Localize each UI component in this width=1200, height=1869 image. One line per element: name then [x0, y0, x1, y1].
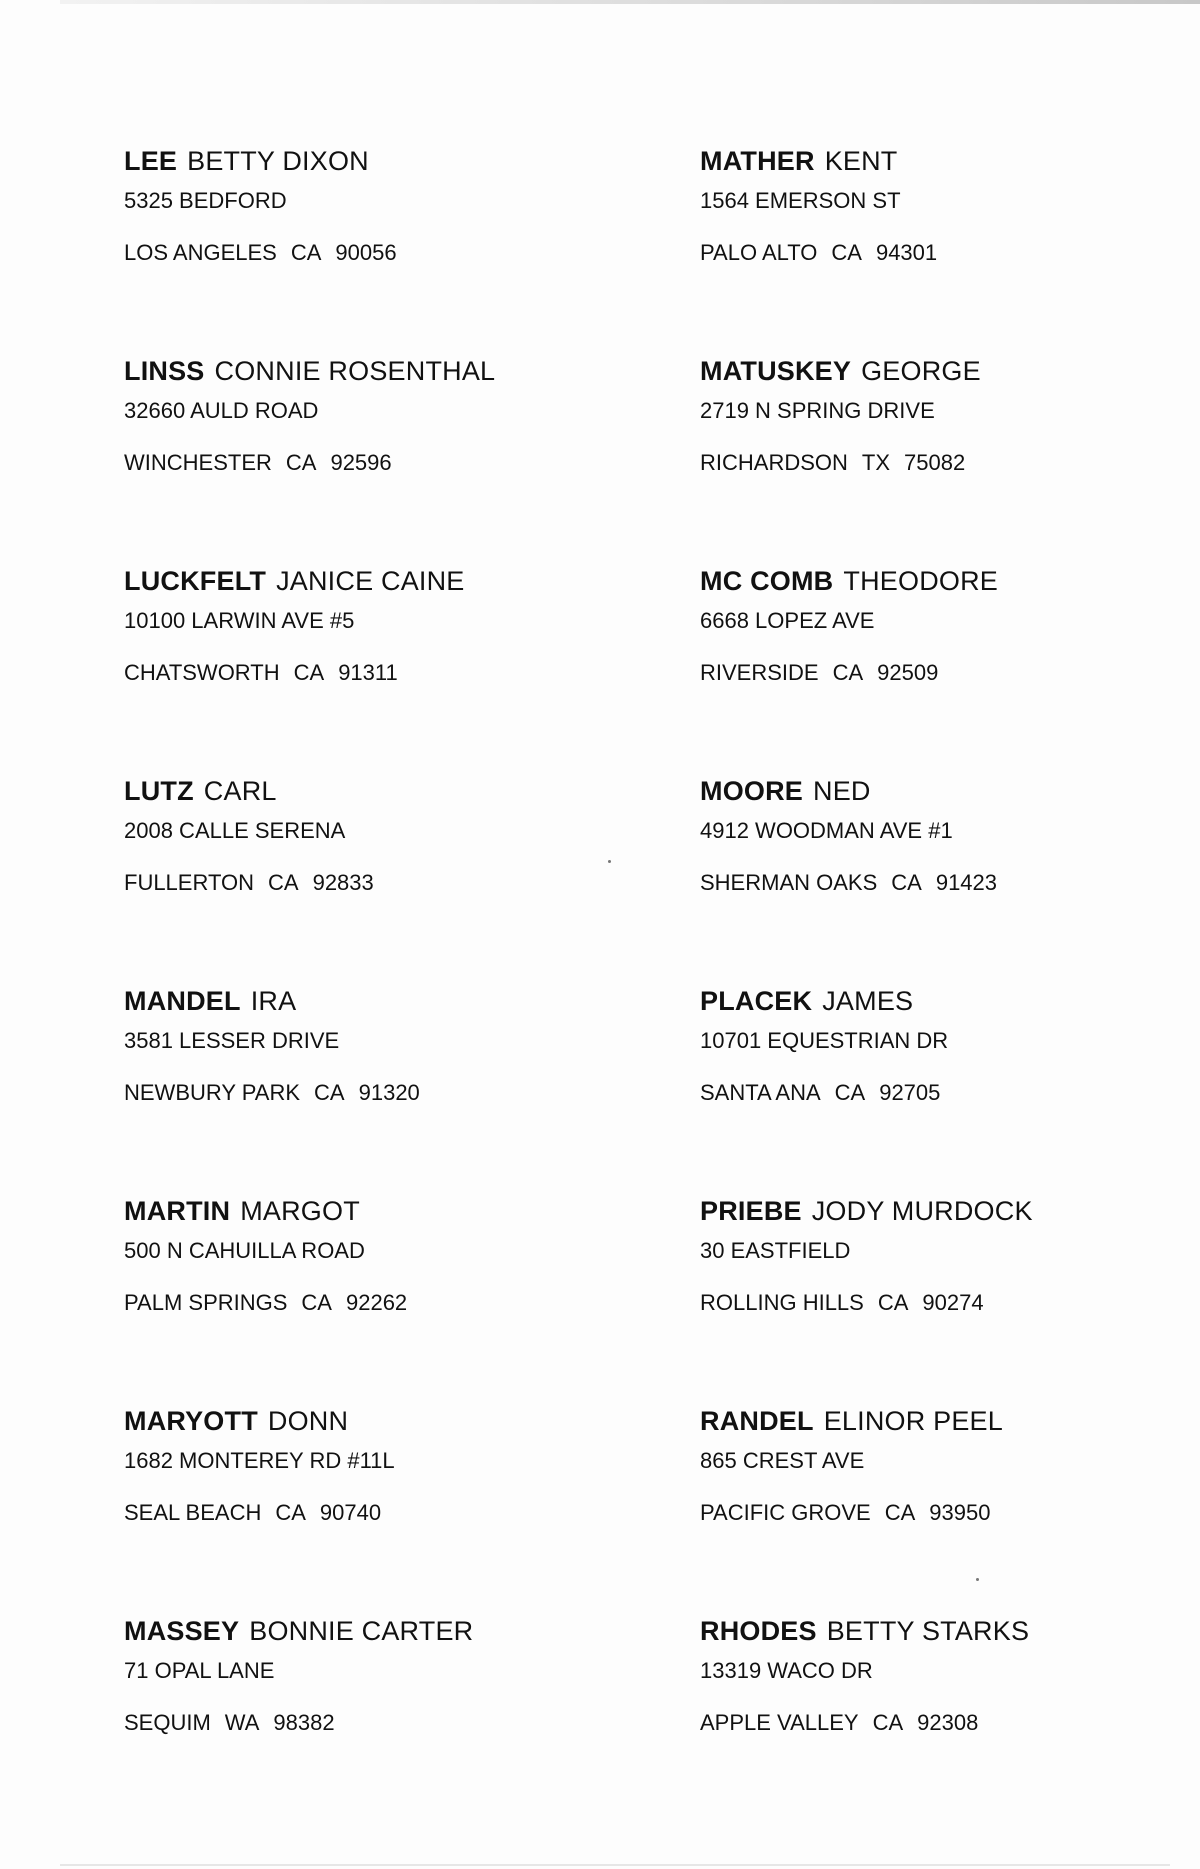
address-entry [700, 774, 1170, 984]
street-address: 500 N CAHUILLA ROAD [124, 1238, 365, 1263]
city-state-zip [700, 1078, 1170, 1108]
city-state-zip [700, 868, 1170, 898]
surname: MOORE [700, 776, 804, 806]
address-entry [124, 774, 594, 984]
given-name: BETTY DIXON [187, 146, 369, 176]
surname: MANDEL [124, 986, 241, 1016]
city: FULLERTON [124, 870, 255, 895]
given-name: CARL [203, 776, 277, 806]
city: APPLE VALLEY [700, 1710, 859, 1735]
given-name: THEODORE [843, 566, 998, 596]
name-line [700, 564, 1170, 598]
name-line [700, 984, 1170, 1018]
name-line [124, 144, 594, 178]
address-entry [124, 564, 594, 774]
state: CA [290, 240, 322, 265]
name-line [700, 144, 1170, 178]
city: SEAL BEACH [124, 1500, 262, 1525]
city-state-zip [700, 238, 1170, 268]
address-entry [700, 144, 1170, 354]
address-entry [700, 1194, 1170, 1404]
city-state-zip [700, 658, 1170, 688]
city: RIVERSIDE [700, 660, 819, 685]
given-name: KENT [824, 146, 898, 176]
state: TX [861, 450, 891, 475]
left-column [124, 144, 594, 1824]
surname: MATUSKEY [700, 356, 852, 386]
state: CA [872, 1710, 904, 1735]
zip: 91423 [935, 870, 998, 895]
city: RICHARDSON [700, 450, 848, 475]
city-state-zip [124, 868, 594, 898]
street-address: 71 OPAL LANE [124, 1658, 275, 1683]
state: CA [301, 1290, 332, 1315]
name-line [124, 984, 594, 1018]
scan-speck [608, 860, 611, 863]
address-entry [124, 1404, 594, 1614]
city-state-zip [124, 1078, 594, 1108]
state: CA [285, 450, 317, 475]
state: CA [891, 870, 922, 895]
street-address: 3581 LESSER DRIVE [124, 1028, 340, 1053]
given-name: IRA [250, 986, 297, 1016]
state: CA [832, 660, 864, 685]
zip: 98382 [273, 1710, 335, 1735]
name-line [700, 774, 1170, 808]
given-name: BETTY STARKS [826, 1616, 1030, 1646]
given-name: GEORGE [861, 356, 981, 386]
street-address: 4912 WOODMAN AVE #1 [700, 818, 953, 843]
state: CA [884, 1500, 916, 1525]
given-name: JAMES [822, 986, 914, 1016]
given-name: NED [813, 776, 871, 806]
state: CA [275, 1500, 306, 1525]
city: NEWBURY PARK [124, 1080, 301, 1105]
street-address: 10701 EQUESTRIAN DR [700, 1028, 949, 1053]
state: CA [268, 870, 299, 895]
street-address: 2719 N SPRING DRIVE [700, 398, 935, 423]
address-entry [700, 1404, 1170, 1614]
surname: MARTIN [124, 1196, 231, 1226]
city-state-zip [700, 1288, 1170, 1318]
name-line [124, 354, 594, 388]
city: SHERMAN OAKS [700, 870, 878, 895]
state: CA [877, 1290, 909, 1315]
street-address: 6668 LOPEZ AVE [700, 608, 875, 633]
city-state-zip [700, 1708, 1170, 1738]
street-address: 32660 AULD ROAD [124, 398, 319, 423]
city-state-zip [124, 238, 594, 268]
city-state-zip [124, 1498, 594, 1528]
address-entry [124, 1614, 594, 1824]
city: PACIFIC GROVE [700, 1500, 871, 1525]
city: WINCHESTER [124, 450, 272, 475]
city-state-zip [124, 1288, 594, 1318]
state: WA [224, 1710, 260, 1735]
street-address: 10100 LARWIN AVE #5 [124, 608, 355, 633]
zip: 94301 [875, 240, 938, 265]
name-line [124, 1194, 594, 1228]
name-line [700, 1194, 1170, 1228]
city-state-zip [124, 448, 594, 478]
name-line [124, 1614, 594, 1648]
zip: 92596 [330, 450, 392, 475]
name-line [700, 1404, 1170, 1438]
zip: 92833 [312, 870, 374, 895]
address-entry [700, 564, 1170, 774]
state: CA [831, 240, 862, 265]
zip: 93950 [929, 1500, 991, 1525]
city-state-zip [700, 1498, 1170, 1528]
name-line [700, 354, 1170, 388]
city-state-zip [124, 1708, 594, 1738]
given-name: JANICE CAINE [276, 566, 465, 596]
zip: 92509 [877, 660, 939, 685]
street-address: 13319 WACO DR [700, 1658, 873, 1683]
surname: MATHER [700, 146, 815, 176]
given-name: MARGOT [240, 1196, 360, 1226]
zip: 90274 [922, 1290, 984, 1315]
surname: MASSEY [124, 1616, 240, 1646]
city: LOS ANGELES [124, 240, 277, 265]
surname: MC COMB [700, 566, 834, 596]
city: ROLLING HILLS [700, 1290, 864, 1315]
state: CA [314, 1080, 345, 1105]
city: PALO ALTO [700, 240, 818, 265]
street-address: 1682 MONTEREY RD #11L [124, 1448, 395, 1473]
surname: LEE [124, 146, 178, 176]
surname: MARYOTT [124, 1406, 258, 1436]
zip: 92705 [879, 1080, 941, 1105]
surname: PLACEK [700, 986, 813, 1016]
surname: LUCKFELT [124, 566, 267, 596]
state: CA [293, 660, 325, 685]
city: PALM SPRINGS [124, 1290, 288, 1315]
address-entry [124, 144, 594, 354]
zip: 91320 [358, 1080, 420, 1105]
given-name: JODY MURDOCK [811, 1196, 1033, 1226]
surname: RHODES [700, 1616, 817, 1646]
city: SEQUIM [124, 1710, 211, 1735]
right-column [700, 144, 1170, 1824]
city: SANTA ANA [700, 1080, 821, 1105]
name-line [124, 1404, 594, 1438]
street-address: 5325 BEDFORD [124, 188, 287, 213]
given-name: BONNIE CARTER [249, 1616, 474, 1646]
scan-top-edge [60, 0, 1200, 4]
surname: PRIEBE [700, 1196, 802, 1226]
street-address: 30 EASTFIELD [700, 1238, 851, 1263]
given-name: DONN [267, 1406, 349, 1436]
address-entry [700, 354, 1170, 564]
zip: 92262 [345, 1290, 408, 1315]
zip: 75082 [904, 450, 966, 475]
city-state-zip [700, 448, 1170, 478]
street-address: 865 CREST AVE [700, 1448, 865, 1473]
surname: LINSS [124, 356, 205, 386]
given-name: CONNIE ROSENTHAL [214, 356, 496, 386]
name-line [124, 564, 594, 598]
address-entry [124, 984, 594, 1194]
street-address: 2008 CALLE SERENA [124, 818, 346, 843]
state: CA [834, 1080, 866, 1105]
surname: LUTZ [124, 776, 194, 806]
street-address: 1564 EMERSON ST [700, 188, 901, 213]
name-line [700, 1614, 1170, 1648]
zip: 90740 [319, 1500, 382, 1525]
address-entry [124, 1194, 594, 1404]
address-entry [124, 354, 594, 564]
surname: RANDEL [700, 1406, 814, 1436]
scan-bottom-edge [60, 1864, 1170, 1866]
given-name: ELINOR PEEL [823, 1406, 1003, 1436]
zip: 92308 [917, 1710, 979, 1735]
city-state-zip [124, 658, 594, 688]
city: CHATSWORTH [124, 660, 280, 685]
zip: 90056 [335, 240, 397, 265]
zip: 91311 [338, 660, 398, 685]
address-entry [700, 984, 1170, 1194]
address-entry [700, 1614, 1170, 1824]
scan-speck [976, 1578, 979, 1581]
name-line [124, 774, 594, 808]
